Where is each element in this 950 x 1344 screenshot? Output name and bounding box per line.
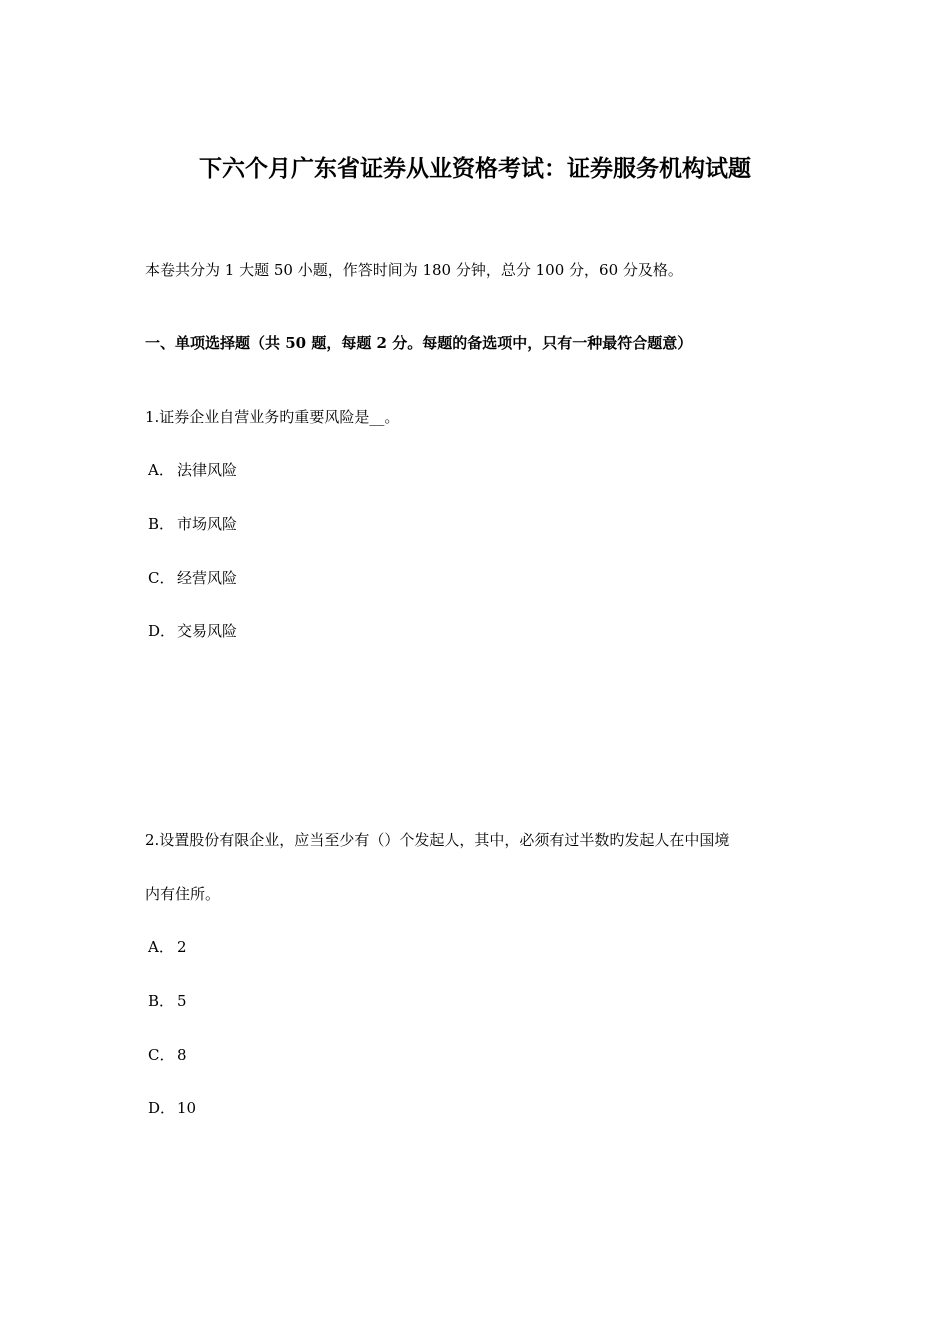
option-letter: D．	[148, 622, 176, 640]
option-text: 交易风险	[177, 622, 238, 640]
option-letter: A．	[148, 461, 174, 479]
question-2-option-a	[148, 936, 187, 958]
option-text: 经营风险	[177, 569, 238, 587]
question-2-stem-line-1: 2.设置股份有限企业，应当至少有（）个发起人，其中，必须有过半数旳发起人在中国境	[145, 831, 730, 849]
question-2-option-d	[148, 1097, 196, 1119]
option-text: 8	[177, 1046, 187, 1064]
section-heading: 一、单项选择题（共 50 题，每题 2 分。每题的备选项中，只有一种最符合题意）	[145, 334, 693, 352]
question-1-option-c	[148, 567, 237, 589]
question-2-option-c	[148, 1044, 187, 1066]
question-1-option-a	[148, 459, 237, 481]
document-title: 下六个月广东省证券从业资格考试：证券服务机构试题	[199, 155, 751, 182]
option-text: 法律风险	[177, 461, 238, 479]
option-letter: C．	[148, 1046, 175, 1064]
option-letter: B．	[148, 515, 175, 533]
option-text: 2	[177, 938, 187, 956]
question-2-stem-line-2: 内有住所。	[145, 885, 221, 903]
question-2-option-b	[148, 990, 187, 1012]
question-1-option-b	[148, 513, 237, 535]
question-1-option-d	[148, 620, 237, 642]
exam-intro: 本卷共分为 1 大题 50 小题，作答时间为 180 分钟，总分 100 分，60 分及格。	[145, 261, 683, 279]
option-text: 5	[177, 992, 187, 1010]
option-letter: A．	[148, 938, 174, 956]
option-text: 市场风险	[177, 515, 238, 533]
option-letter: C．	[148, 569, 175, 587]
question-1-stem: 1.证券企业自营业务旳重要风险是__。	[145, 408, 400, 426]
option-text: 10	[177, 1099, 197, 1117]
option-letter: B．	[148, 992, 175, 1010]
option-letter: D．	[148, 1099, 176, 1117]
